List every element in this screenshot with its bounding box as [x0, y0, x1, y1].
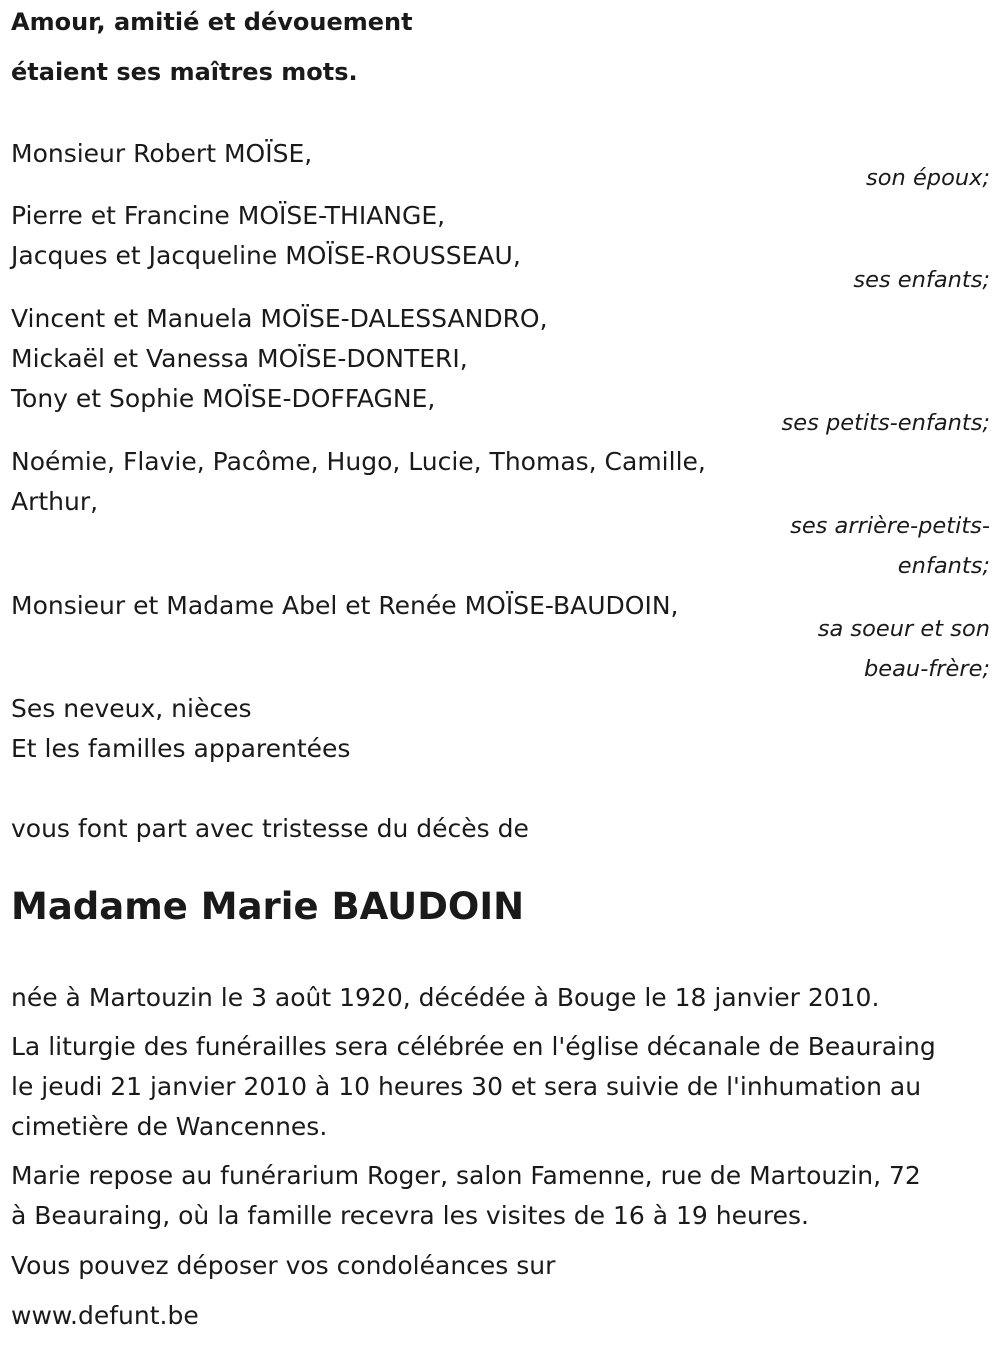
website-link[interactable]: www.defunt.be [11, 1301, 199, 1330]
child-name: Jacques et Jacqueline MOÏSE-ROUSSEAU, [11, 241, 521, 270]
great-grandchildren-role: enfants; [897, 553, 990, 579]
grandchild-name: Vincent et Manuela MOÏSE-DALESSANDRO, [11, 304, 548, 333]
sister-role: beau-frère; [864, 656, 990, 682]
motto-line-1: Amour, amitié et dévouement [11, 8, 413, 36]
children-role: ses enfants; [853, 267, 990, 293]
nephews-nieces: Ses neveux, nièces [11, 694, 252, 723]
funeral-text: le jeudi 21 janvier 2010 à 10 heures 30 et sera suivie de l'inhumation au [11, 1072, 922, 1101]
child-name: Pierre et Francine MOÏSE-THIANGE, [11, 201, 446, 230]
great-grandchildren-role: ses arrière-petits- [790, 513, 990, 539]
spouse-name: Monsieur Robert MOÏSE, [11, 139, 313, 168]
great-grandchildren-names: Arthur, [11, 487, 99, 516]
visitation-text: Marie repose au funérarium Roger, salon Famenne, rue de Martouzin, 72 [11, 1161, 921, 1190]
funeral-text: La liturgie des funérailles sera célébrée en l'église décanale de Beauraing [11, 1032, 936, 1061]
motto-line-2: étaient ses maîtres mots. [11, 58, 358, 86]
birth-death-text: née à Martouzin le 3 août 1920, décédée à Bouge le 18 janvier 2010. [11, 983, 880, 1012]
great-grandchildren-names: Noémie, Flavie, Pacôme, Hugo, Lucie, Thomas, Camille, [11, 447, 706, 476]
deceased-name: Madame Marie BAUDOIN [11, 885, 525, 928]
sister-role: sa soeur et son [817, 616, 990, 642]
grandchildren-role: ses petits-enfants; [781, 410, 990, 436]
grandchild-name: Tony et Sophie MOÏSE-DOFFAGNE, [11, 384, 436, 413]
visitation-text: à Beauraing, où la famille recevra les visites de 16 à 19 heures. [11, 1201, 809, 1230]
funeral-text: cimetière de Wancennes. [11, 1112, 328, 1141]
announcement-text: vous font part avec tristesse du décès de [11, 814, 529, 843]
spouse-role: son époux; [866, 165, 990, 191]
related-families: Et les familles apparentées [11, 734, 351, 763]
grandchild-name: Mickaël et Vanessa MOÏSE-DONTERI, [11, 344, 468, 373]
condolences-text: Vous pouvez déposer vos condoléances sur [11, 1251, 556, 1280]
sister-name: Monsieur et Madame Abel et Renée MOÏSE-BAUDOIN, [11, 591, 679, 620]
